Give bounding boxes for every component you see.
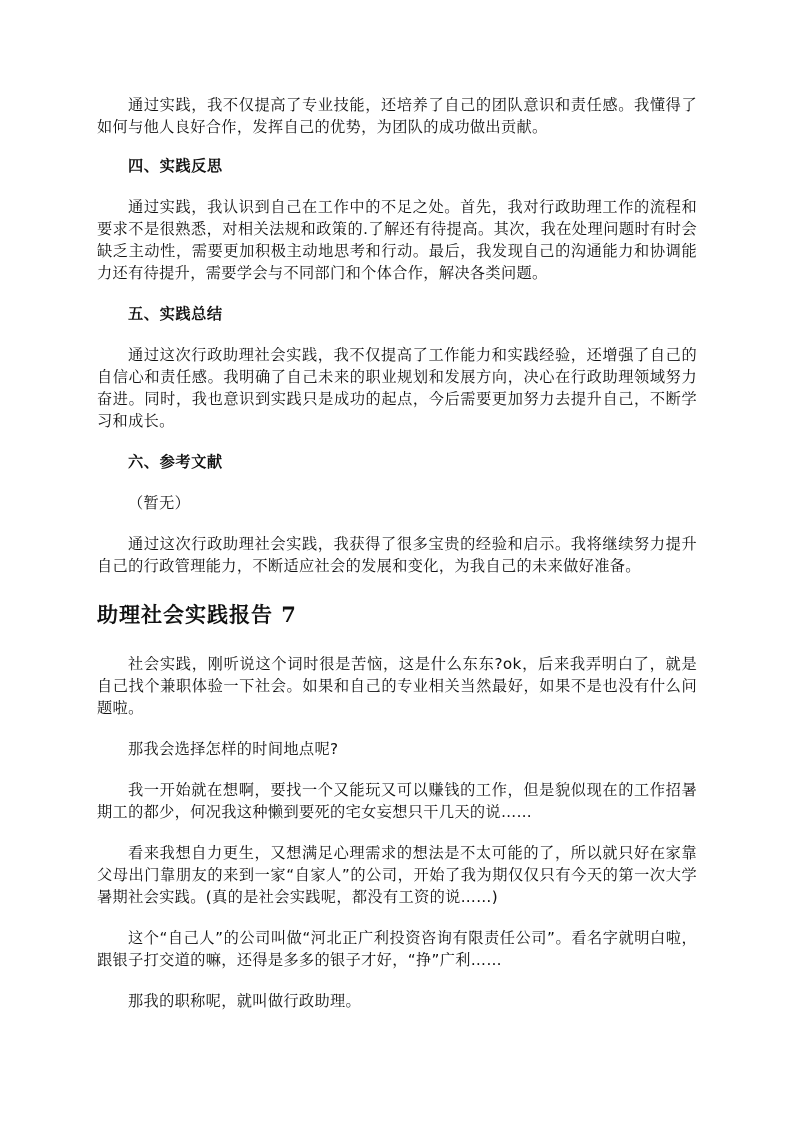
paragraph-teamwork: 通过实践，我不仅提高了专业技能，还培养了自己的团队意识和责任感。我懂得了如何与他人良好合作，发挥自己的优势，为团队的成功做出贡献。 bbox=[97, 96, 697, 136]
paragraph-references: （暂无） bbox=[128, 494, 191, 512]
heading-reflection: 四、实践反思 bbox=[128, 157, 223, 175]
section-title-report-7: 助理社会实践报告 7 bbox=[97, 602, 297, 627]
heading-summary: 五、实践总结 bbox=[128, 305, 223, 323]
paragraph-job-title: 那我的职称呢，就叫做行政助理。 bbox=[128, 992, 362, 1010]
paragraph-job-search: 我一开始就在想啊，要找一个又能玩又可以赚钱的工作，但是貌似现在的工作招暑期工的都少，何况我这种懒到要死的宅女妄想只干几天的说…… bbox=[97, 781, 697, 821]
paragraph-closing: 通过这次行政助理社会实践，我获得了很多宝贵的经验和启示。我将继续努力提升自己的行政管理能力，不断适应社会的发展和变化，为我自己的未来做好准备。 bbox=[97, 535, 697, 575]
paragraph-question: 那我会选择怎样的时间地点呢? bbox=[128, 740, 339, 758]
document-body bbox=[97, 94, 697, 1012]
paragraph-company-name: 这个“自己人”的公司叫做“河北正广利投资咨询有限责任公司”。看名字就明白啦，跟银子打交道的嘛，还得是多多的银子才好，“挣”广利…… bbox=[97, 929, 697, 969]
paragraph-intro: 社会实践，刚听说这个词时很是苦恼，这是什么东东?ok，后来我弄明白了，就是自己找个兼职体验一下社会。如果和自己的专业相关当然最好，如果不是也没有什么问题啦。 bbox=[97, 655, 697, 717]
paragraph-company-start: 看来我想自力更生，又想满足心理需求的想法是不太可能的了，所以就只好在家靠父母出门靠朋友的来到一家“自家人”的公司，开始了我为期仅仅只有今天的第一次大学暑期社会实践。(真的是社会实践呢，都没有工资的说……) bbox=[97, 844, 697, 906]
paragraph-summary: 通过这次行政助理社会实践，我不仅提高了工作能力和实践经验，还增强了自己的自信心和责任感。我明确了自己未来的职业规划和发展方向，决心在行政助理领域努力奋进。同时，我也意识到实践只是成功的起点，今后需要更加努力去提升自己，不断学习和成长。 bbox=[97, 346, 697, 430]
paragraph-reflection: 通过实践，我认识到自己在工作中的不足之处。首先，我对行政助理工作的流程和要求不是很熟悉，对相关法规和政策的.了解还有待提高。其次，我在处理问题时有时会缺乏主动性，需要更加积极主动地思考和行动。最后，我发现自己的沟通能力和协调能力还有待提升，需要学会与不同部门和个体合作，解决各类问题。 bbox=[97, 198, 697, 282]
heading-references: 六、参考文献 bbox=[128, 453, 223, 471]
